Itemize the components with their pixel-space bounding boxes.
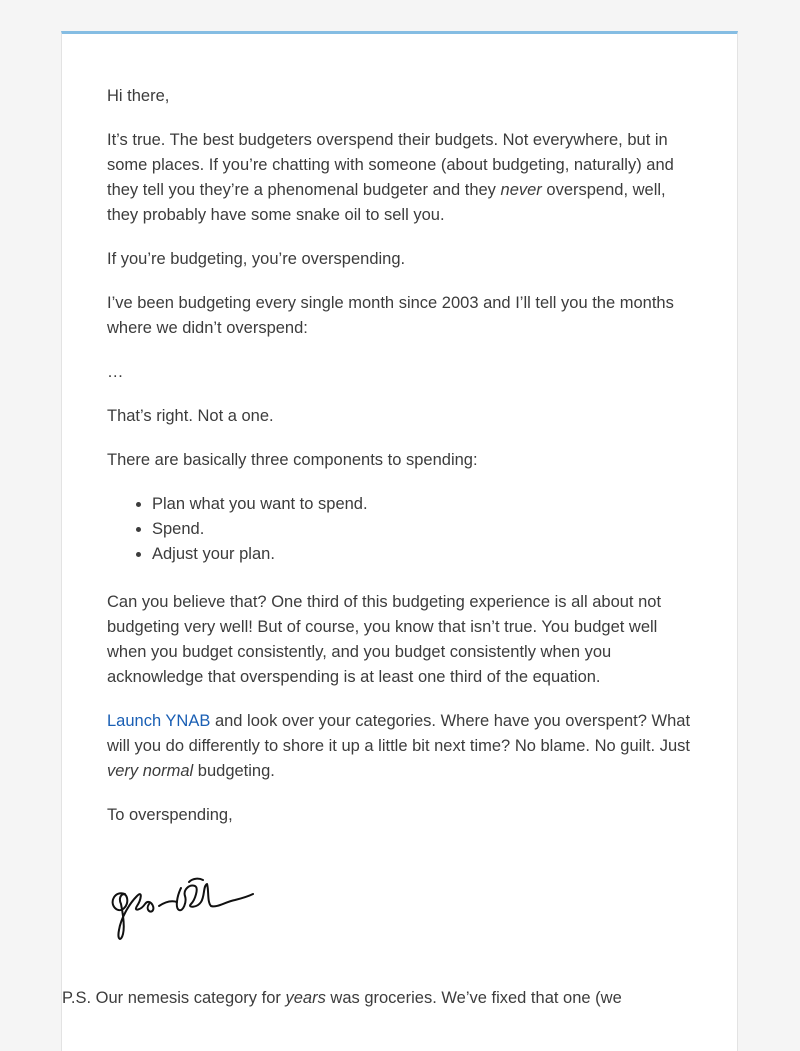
- postscript: [62, 986, 652, 1011]
- list-item: • Adjust your plan.: [152, 542, 697, 567]
- paragraph-overspending: If you’re budgeting, you’re overspending.: [107, 250, 406, 268]
- paragraph-text: budgeting.: [193, 762, 275, 780]
- paragraph-text: overspend, well, they probably have some snake oil to sell you.: [107, 181, 666, 224]
- emphasis-text: very normal: [107, 762, 194, 780]
- emphasis-text: years: [285, 989, 326, 1007]
- paragraph-since-2003: I’ve been budgeting every single month since 2003 and I’ll tell you the months where we didn’t overspend:: [107, 294, 674, 337]
- components-list: [107, 492, 697, 567]
- list-item: • Spend.: [152, 517, 697, 542]
- closing: To overspending,: [107, 806, 233, 824]
- email-body: [107, 84, 697, 946]
- emphasis-text: never: [500, 181, 542, 199]
- paragraph-text: P.S. Our nemesis category for: [62, 989, 286, 1007]
- paragraph-text: was groceries. We’ve fixed that one (we: [325, 989, 622, 1007]
- greeting: Hi there,: [107, 87, 170, 105]
- signature-image: [107, 856, 257, 946]
- list-item: • Plan what you want to spend.: [152, 492, 697, 517]
- paragraph-one-third: Can you believe that? One third of this budgeting experience is all about not budgeting very well! But of course, you know that isn’t true. You budget well when you budget consistently, and you budget consistently when you acknowledge that overspending is at least one third of the equation.: [107, 593, 662, 686]
- email-card: [61, 31, 738, 1051]
- paragraph-not-a-one: That’s right. Not a one.: [107, 407, 274, 425]
- paragraph-best-budgeters: [107, 128, 697, 228]
- paragraph-text: and look over your categories. Where have you overspent? What will you do differently to shore it up a little bit next time? No blame. No guilt. Just: [107, 712, 691, 755]
- launch-ynab-link[interactable]: Launch YNAB: [107, 712, 211, 730]
- paragraph-three-components: There are basically three components to spending:: [107, 451, 478, 469]
- paragraph-text: It’s true. The best budgeters overspend their budgets. Not everywhere, but in some places. If you’re chatting with someone (about budgeting, naturally) and they tell you they’re a phenomenal budgeter and they: [107, 131, 674, 199]
- paragraph-launch-ynab: [107, 709, 697, 784]
- ellipsis: …: [107, 363, 124, 381]
